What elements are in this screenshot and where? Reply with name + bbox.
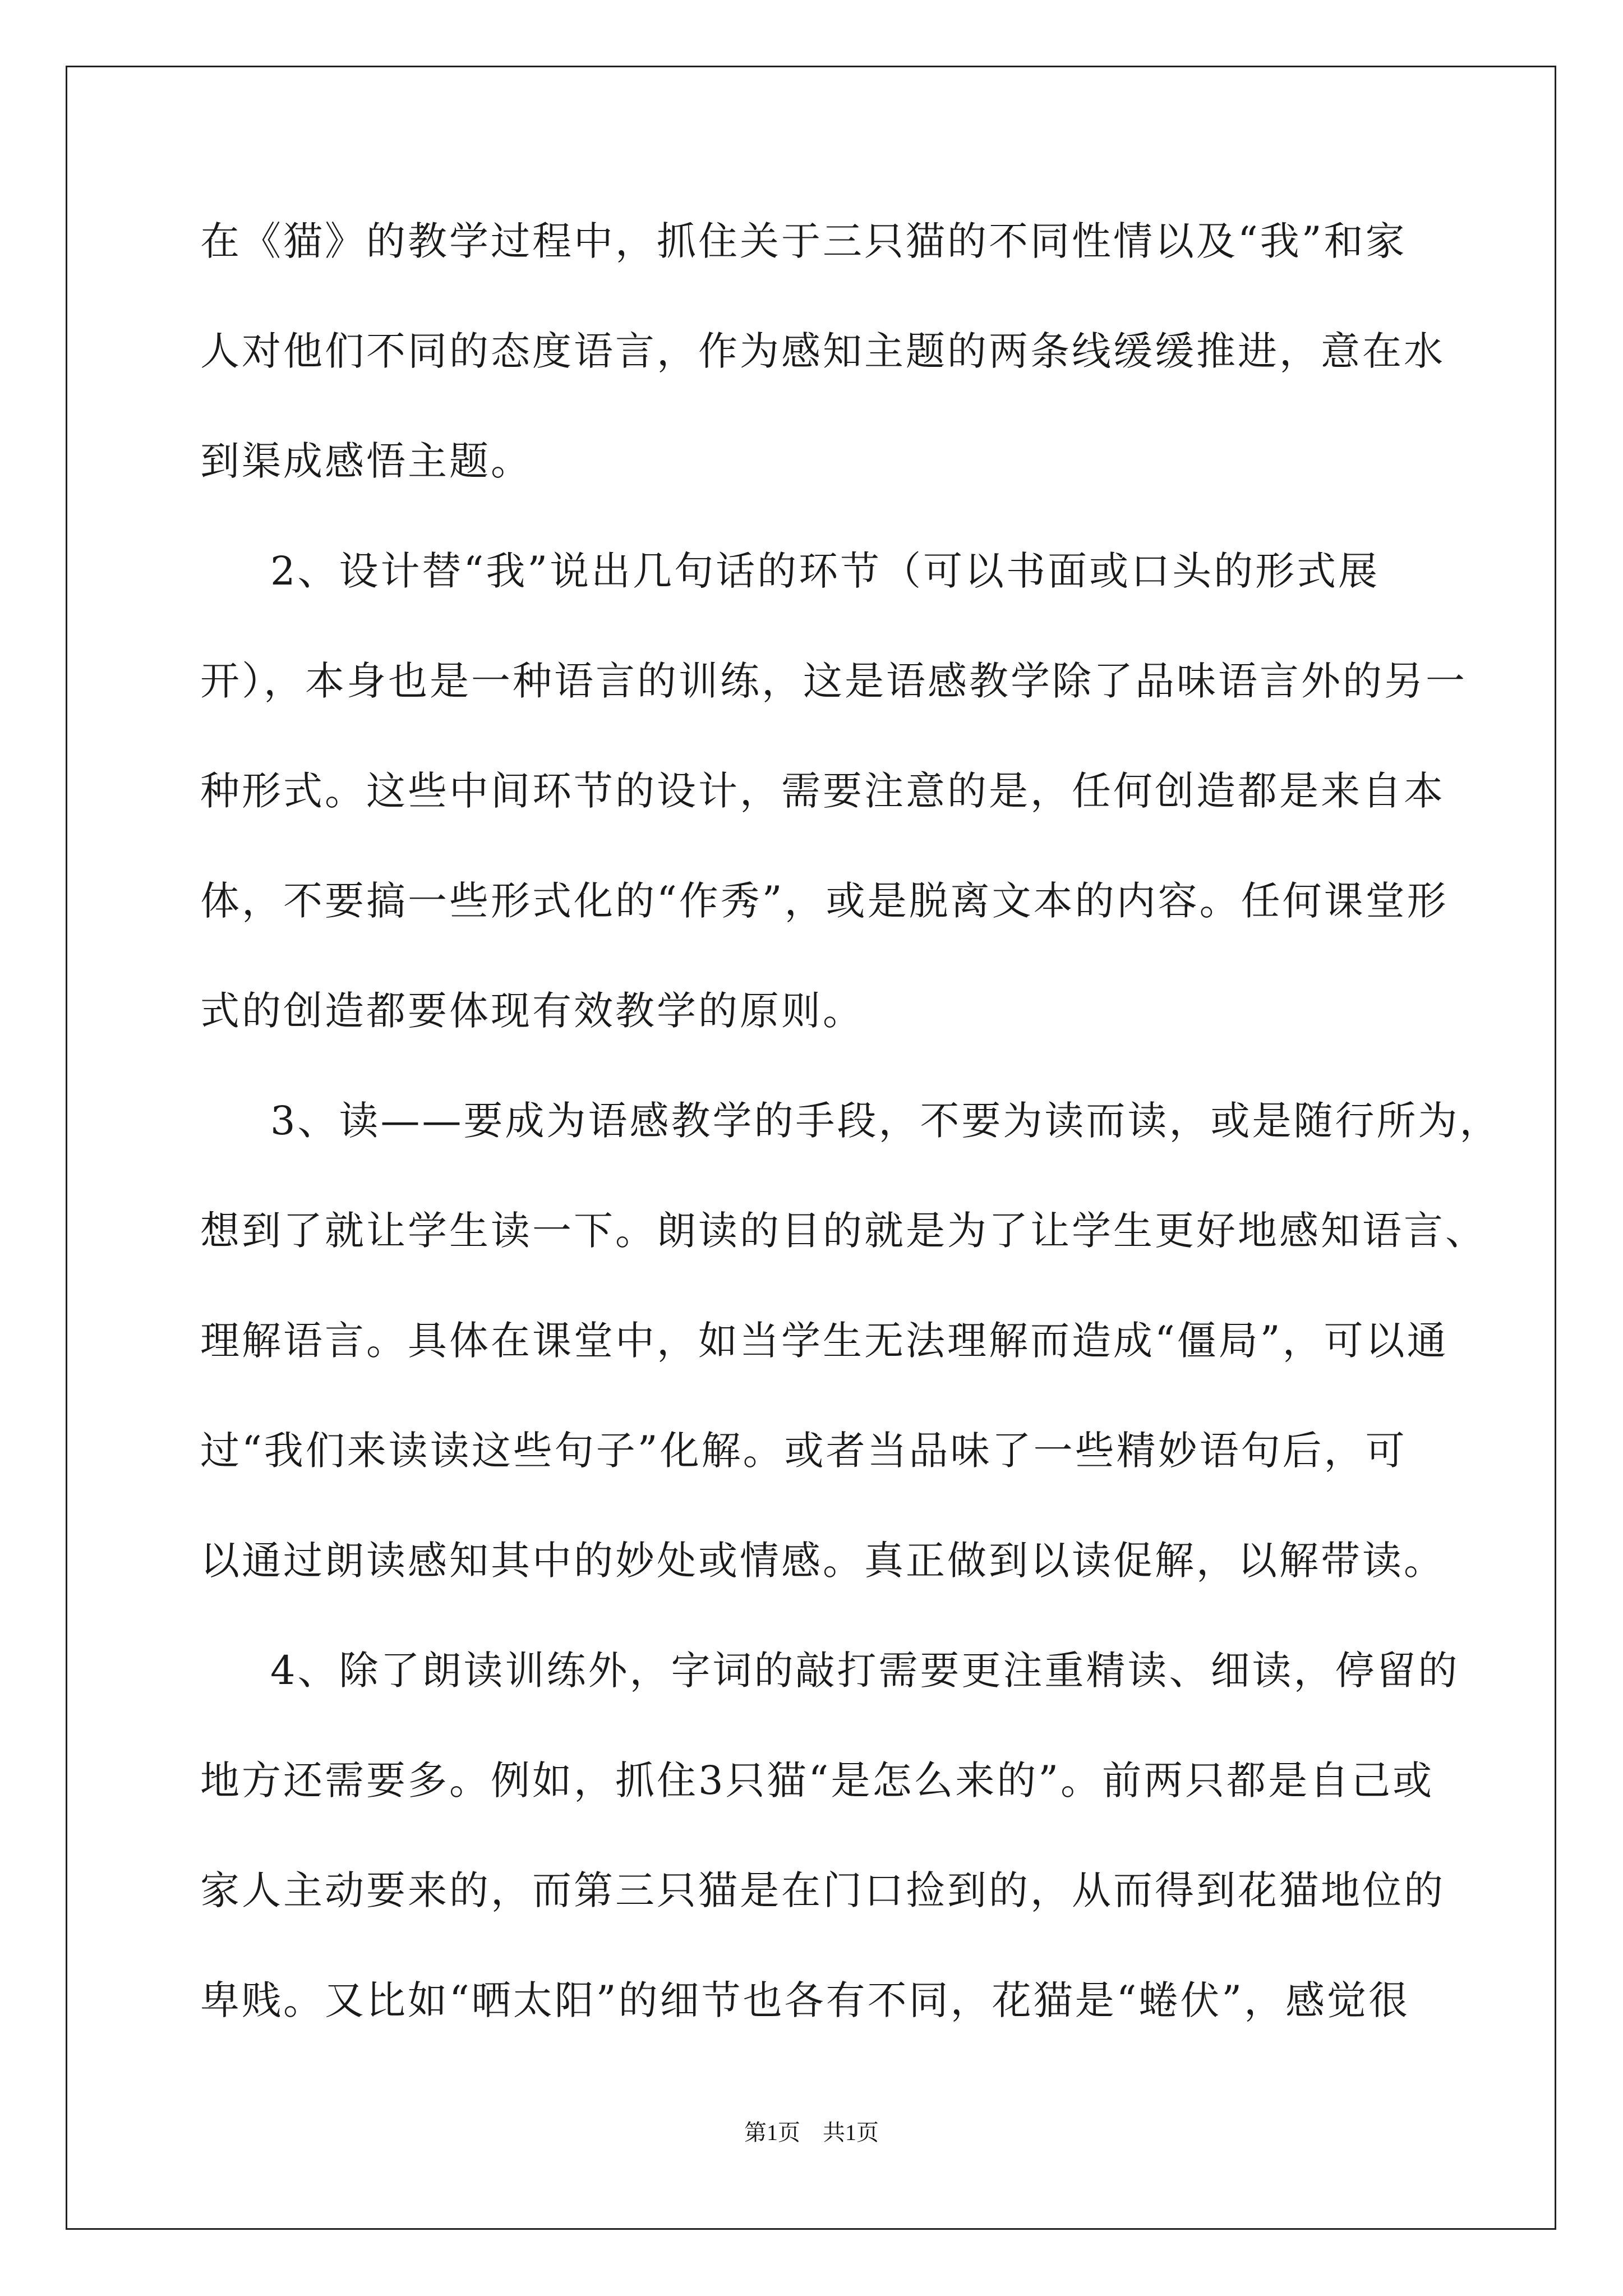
text-line: 过“我们来读读这些句子”化解。或者当品味了一些精妙语句后，可 <box>200 1428 1407 1474</box>
text-line: 人对他们不同的态度语言，作为感知主题的两条线缓缓推进，意在水 <box>200 328 1445 374</box>
text-line: 想到了就让学生读一下。朗读的目的就是为了让学生更好地感知语言、 <box>200 1208 1487 1254</box>
page-number-footer: 第1页 共1页 <box>744 2120 879 2145</box>
text-line: 开），本身也是一种语言的训练，这是语感教学除了品味语言外的另一 <box>200 658 1467 704</box>
text-line: 家人主动要来的，而第三只猫是在门口捡到的，从而得到花猫地位的 <box>200 1867 1445 1913</box>
text-line: 在《猫》的教学过程中，抓住关于三只猫的不同性情以及“我”和家 <box>200 218 1407 264</box>
text-line: 以通过朗读感知其中的妙处或情感。真正做到以读促解，以解带读。 <box>200 1538 1445 1584</box>
text-line: 到渠成感悟主题。 <box>200 438 532 484</box>
text-line: 式的创造都要体现有效教学的原则。 <box>200 988 864 1034</box>
paragraph-start-line: 4、除了朗读训练外，字词的敲打需要更注重精读、细读，停留的 <box>270 1648 1460 1694</box>
text-line: 理解语言。具体在课堂中，如当学生无法理解而造成“僵局”，可以通 <box>200 1318 1449 1364</box>
text-line: 种形式。这些中间环节的设计，需要注意的是，任何创造都是来自本 <box>200 768 1445 814</box>
text-line: 地方还需要多。例如，抓住3只猫“是怎么来的”。前两只都是自己或 <box>200 1757 1435 1803</box>
text-line: 卑贱。又比如“晒太阳”的细节也各有不同，花猫是“蜷伏”，感觉很 <box>200 1977 1410 2023</box>
paragraph-start-line: 3、读——要成为语感教学的手段，不要为读而读，或是随行所为， <box>270 1098 1501 1144</box>
paragraph-start-line: 2、设计替“我”说出几句话的环节（可以书面或口头的形式展 <box>270 548 1380 594</box>
text-line: 体，不要搞一些形式化的“作秀”，或是脱离文本的内容。任何课堂形 <box>200 878 1449 924</box>
